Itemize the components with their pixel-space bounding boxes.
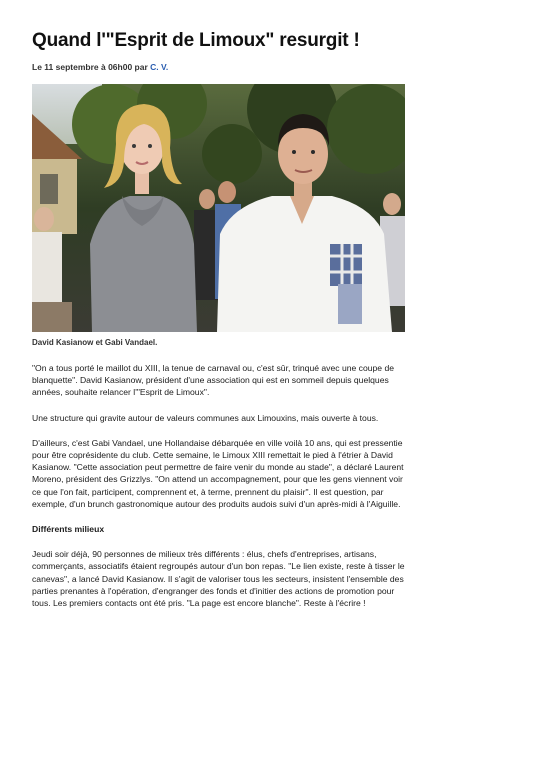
article-photo [32, 84, 405, 332]
paragraph: D'ailleurs, c'est Gabi Vandael, une Hollandaise débarquée en ville voilà 10 ans, qui est pressentie pour être coprésidente du club. Cette semaine, le Limoux XIII remettait le pied à l'étrier à David Kasianow. "Cette association peut permettre de faire venir du monde au stade", a déclaré Laurent Moreno, président des Grizzlys. "On attend un accompagnement, pour que les gens viennent voir ce que l'on fait, participent, comprennent et, à terme, prennent du plaisir". Il est question, par exemple, d'un brunch gastronomique autour des produits audois suivi d'un après-midi à l'Aiguille. [32, 437, 404, 509]
paragraph: Une structure qui gravite autour de valeurs communes aux Limouxins, mais ouverte à tous. [32, 412, 379, 423]
byline [32, 62, 168, 72]
photo-caption: David Kasianow et Gabi Vandael. [32, 338, 158, 347]
paragraph: "On a tous porté le maillot du XIII, la tenue de carnaval ou, c'est sûr, trinqué avec une coupe de blanquette". David Kasianow, président d'une association qui est en sommeil depuis quelques années, souhaite relancer l'"Esprit de Limoux". [32, 363, 395, 398]
photo-illustration [32, 84, 405, 332]
article-title: Quand l'"Esprit de Limoux" resurgit ! [32, 30, 360, 51]
article-body [32, 362, 410, 622]
paragraph: Jeudi soir déjà, 90 personnes de milieux très différents : élus, chefs d'entreprises, artisans, commerçants, associatifs étaient regroupés autour d'un bon repas. "Le lien existe, reste à tisser le canevas", a lancé David Kasianow. Il s'agit de valoriser tous les secteurs, insistent l'ensemble des parties prenantes à l'opération, d'engranger des fonds et d'initier des actions de promotion pour tous. Les premiers contacts ont été pris. "La page est encore blanche". Reste à l'écrire ! [32, 549, 405, 609]
author-link[interactable]: C. V. [150, 62, 169, 72]
byline-date: Le 11 septembre à 06h00 par [32, 62, 151, 72]
section-subheading: Différents milieux [32, 524, 105, 535]
